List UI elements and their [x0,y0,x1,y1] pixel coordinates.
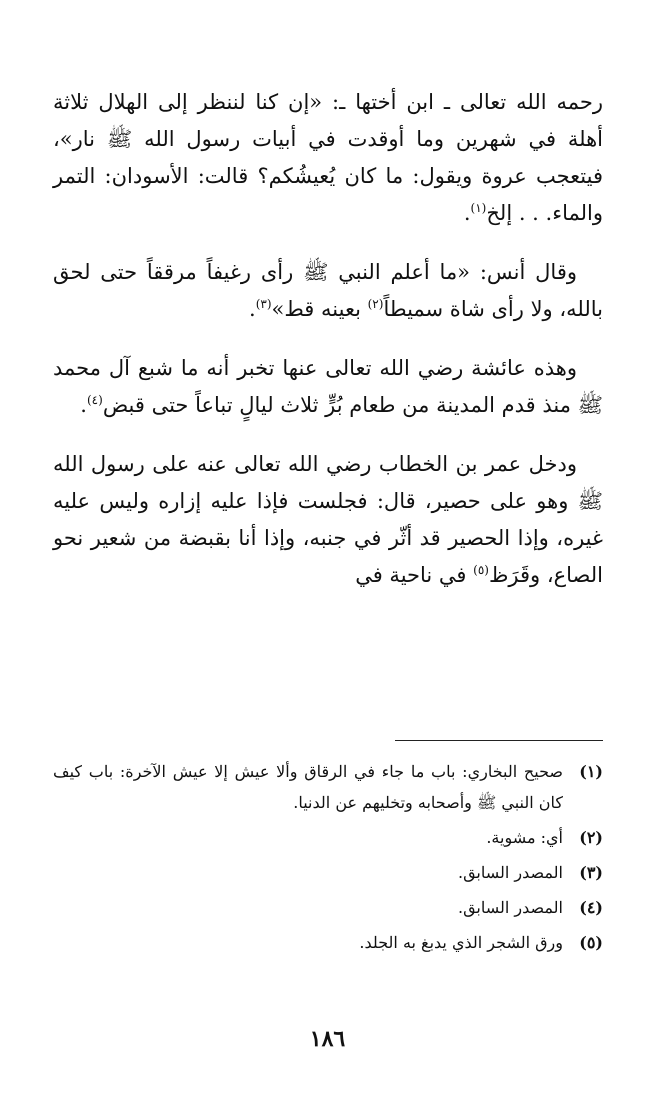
paragraph [53,350,603,424]
footnote-text: المصدر السابق. [457,863,563,882]
paragraph [53,84,603,232]
paragraph-tail: في ناحية في [355,563,474,587]
footnote-ref: (٤) [86,393,103,407]
footnote-ref: (٢) [367,297,384,311]
footnote-number: (٤) [579,898,603,917]
footnote-number: (١) [579,762,603,781]
footnote-ref: (٣) [255,297,272,311]
footnote-item [53,822,603,853]
footnote-item [53,927,603,958]
paragraph-tail: . [249,297,256,321]
paragraph-text: ودخل عمر بن الخطاب رضي الله تعالى عنه على رسول الله ﷺ وهو على حصير، قال: فجلست فإذا عليه إزاره وليس عليه غيره، وإذا الحصير قد أثّر في جنبه، وإذا أنا بقبضة من شعير نحو الصاع، وقَرَظ [53,452,603,587]
paragraph-tail: . [80,393,87,417]
footnote-text: ورق الشجر الذي يدبغ به الجلد. [359,933,563,952]
footnote-text: المصدر السابق. [457,898,563,917]
paragraph-text: وهذه عائشة رضي الله تعالى عنها تخبر أنه ما شبع آل محمد ﷺ منذ قدم المدينة من طعام بُرٍّ ثلاث ليالٍ تباعاً حتى قبض [53,356,603,417]
footnote-item [53,857,603,888]
footnote-text: أي: مشوية. [486,828,563,847]
paragraph [53,446,603,594]
footnote-item [53,756,603,818]
footnote-ref: (٥) [473,563,489,577]
paragraph-text: رحمه الله تعالى ـ ابن أختها ـ: «إن كنا لننظر إلى الهلال ثلاثة أهلة في شهرين وما أوقدت في أبيات رسول الله ﷺ نار»، فيتعجب عروة ويقول: ما كان يُعيشُكم؟ قالت: الأسودان: التمر والماء. . . إلخ [53,90,603,225]
footnote-number: (٣) [579,863,603,882]
footnote-ref: (١) [470,201,487,215]
page-body [53,84,603,616]
paragraph [53,254,603,328]
footnote-number: (٥) [579,933,603,952]
paragraph-tail: . [463,201,471,225]
paragraph-text: وقال أنس: «ما أعلم النبي ﷺ رأى رغيفاً مرققاً حتى لحق بالله، ولا رأى شاة سميطاً [53,260,603,321]
footnote-number: (٢) [579,828,603,847]
footnote-item [53,892,603,923]
footnotes-list [53,756,603,962]
footnote-text: صحيح البخاري: باب ما جاء في الرقاق وألا عيش إلا عيش الآخرة: باب كيف كان النبي ﷺ وأصحابه وتخليهم عن الدنيا. [53,762,563,812]
paragraph-text-continued: بعينه قط» [271,297,368,321]
page-number: ١٨٦ [309,1026,346,1052]
footnote-divider [395,740,603,741]
